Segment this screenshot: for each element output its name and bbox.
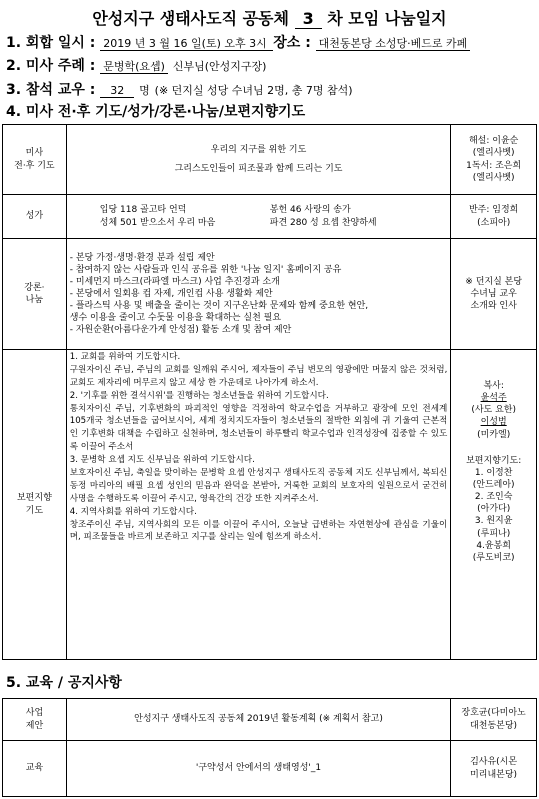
meeting-line: 1. 회합 일시 : 2019 년 3 월 16 일(토) 오후 3시 장소 : 대천동본당 소성당·베드로 카페 [6, 32, 470, 52]
prayer-readers: 해설: 이윤순 (엘리사벳) 1독서: 조은희 (엘리사벳) [451, 125, 537, 195]
sharing-item: - 자원순환(아름다운가게 안성점) 활동 소개 및 참여 제안 [69, 325, 292, 336]
sharing-note: ※ 던지실 본당 수녀님 교우 소개와 인사 [451, 239, 537, 350]
section-4-heading: 4. 미사 전·후 기도/성가/강론·나눔/보편지향기도 [6, 104, 306, 120]
intercessor: 2. 조인숙 [474, 492, 513, 503]
meeting-number: 3 [295, 9, 322, 29]
section-5-heading: 5. 교육 / 공지사항 [6, 675, 122, 691]
proposal-body: 안성지구 생태사도직 공동체 2019년 활동계획 (※ 계획서 참고) [66, 699, 450, 741]
sharing-item: - 플라스틱 사용 및 배출을 줄이는 것이 지구온난화 문제와 함께 중요한 현안, [69, 301, 369, 312]
education-head: 교육 [3, 741, 67, 797]
server-name: 윤석주 [480, 393, 507, 404]
intercessor: 4.윤봉희 [476, 540, 511, 551]
mass-line: 2. 미사 주례 : 문병학(요셉) 신부님(안성지구장) [6, 58, 267, 74]
meeting-place: 대천동본당 소성당·베드로 카페 [316, 37, 471, 51]
education-lecturer: 김사유(시몬 미리내본당) [451, 741, 537, 797]
intercessor: 3. 원지윤 [474, 516, 513, 527]
proposal-presenter: 장호균(다미아노 대천동본당) [451, 699, 537, 741]
sharing-item: 생수 이용을 줄이고 수돗물 이용을 확대하는 실천 필요 [69, 313, 282, 324]
accompanist: 반주: 임정희 (소피아) [451, 195, 537, 239]
sharing-item: - 미세먼지 마스크(라파엘 마스크) 사업 추진경과 소개 [69, 276, 280, 287]
intercessor: 1. 이정찬 [474, 467, 513, 478]
universal-prayers: 1. 교회를 위하여 기도합시다. 구원자이신 주님, 주님의 교회를 일깨워 주시어, 제자들이 주님 변모의 영광에만 머물지 않은 것처럼, 교회도 제자리에 머무르지 않고 세상 한 가운데로 나아가게 하소서. 2. '기후를 위한 결석시위'를 진행하는 청소년들을 위하여 기도합시다. 통치자이신 주님, 기후변화의 파괴적인 영향을 걱정하여 학교수업을 거부하고 광장에 모인 전세계 105개국 청소년들을 굽어보시어, 세계 정치지도자들이 청소년들의 절박한 외침에 귀 기울여 근본적인 기후변화 대책을 수립하고 실천하며, 청소년들이 하루빨리 학교수업과 인격성장에 집중할 수 있도록 이끌어 주소서 3. 문병학 요셉 지도 신부님을 위하여 기도합시다. 보호자이신 주님, 축일을 맞이하는 문병학 요셉 안성지구 생태사도직 공동체 지도 신부님께서, 복되신 동정 마리아의 배필 요셉 성인의 믿음과 완덕을 본받아, 거룩한 교회의 보호자의 일원으로서 굳건히 사명을 수행하도록 이끌어 주시고, 영육간의 건강 또한 지켜주소서. 4. 지역사회를 위하여 기도합시다. 창조주이신 주님, 지역사회의 모든 이를 이끌어 주시어, 오늘날 급변하는 자연현상에 관심을 기울이며, 피조물들을 바르게 보존하고 지구를 살리는 일에 힘쓰게 하소서. [66, 350, 451, 660]
page-title: 안성지구 생태사도직 공동체 3 차 모임 나눔일지 [92, 9, 447, 28]
server-name: 이성범 [480, 417, 507, 428]
hymn-head: 성가 [3, 195, 67, 239]
proposal-head: 사업 제안 [3, 699, 67, 741]
attendance-line: 3. 참석 교우 : 32 명 (※ 던지실 성당 수녀님 2명, 총 7명 참석) [6, 82, 353, 98]
mass-table: 미사 전·후 기도 우리의 지구를 위한 기도 그리스도인들이 피조물과 함께 드리는 기도 해설: 이윤순 (엘리사벳) 1독서: 조은희 (엘리사벳) 성가 입당 118 골고타 언덕 봉헌 46 사랑의 송가 성체 501 받으소서 우리 마음 파견 280 성 요셉 찬양하세 반주: 임정희 (소피아) 강론· 나눔 - 본당 가정·생명·환경 분과 설립 제안 - 참여하지 않는 사람들과 인식 공유를 위한 '나눔 일지' 홈페이지 공유 - 미세먼지 마스크(라파엘 마스크) 사업 추진경과 소개 - 본당에서 일회용 컵 자제, 개인컵 사용 생활화 제안 - 플라스틱 사용 및 배출을 줄이는 것이 지구온난화 문제와 함께 중요한 현안, 생수 이용을 줄이고 수돗물 이용을 확대하는 실천 필요 - 자원순환(아름다운가게 안성점) 활동 소개 및 참여 제안 ※ 던지실 본당 수녀님 교우 소개와 인사 보편지향 기도 1. 교회를 위하여 기도합시다. 구원자이신 주님, 주님의 교회를 일깨워 주시어, 제자들이 주님 변모의 영광에만 머물지 않은 것처럼, 교회도 제자리에 머무르지 않고 세상 한 가운데로 나아가게 하소서. 2. '기후를 위한 결석시위'를 진행하는 청소년들을 위하여 기도합시다. 통치자이신 주님, 기후변화의 파괴적인 영향을 걱정하여 학교수업을 거부하고 광장에 모인 전세계 105개국 청소년들을 굽어보시어, 세계 정치지도자들이 청소년들의 절박한 외침에 귀 기울여 근본적인 기후변화 대책을 수립하고 실천하며, 청소년들이 하루빨리 학교수업과 인격성장에 집중할 수 있도록 이끌어 주소서 3. 문병학 요셉 지도 신부님을 위하여 기도합시다. 보호자이신 주님, 축일을 맞이하는 문병학 요셉 안성지구 생태사도직 공동체 지도 신부님께서, 복되신 동정 마리아의 배필 요셉 성인의 믿음과 완덕을 본받아, 거룩한 교회의 보호자의 일원으로서 굳건히 사명을 수행하도록 이끌어 주시고, 영육간의 건강 또한 지켜주소서. 4. 지역사회를 위하여 기도합시다. 창조주이신 주님, 지역사회의 모든 이를 이끌어 주시어, 오늘날 급변하는 자연현상에 관심을 기울이며, 피조물들을 바르게 보존하고 지구를 살리는 일에 힘쓰게 하소서. 복사: 윤석주 (사도 요한) 이성범 (미카엘) 보편지향기도: 1. 이정찬 (안드레아) 2. 조인숙 (아가다) 3. 원지윤 (루피나) 4.윤봉희 (루도비코) [2, 124, 537, 660]
education-table [2, 698, 537, 797]
sharing-item: - 참여하지 않는 사람들과 인식 공유를 위한 '나눔 일지' 홈페이지 공유 [69, 264, 342, 275]
universal-head: 보편지향 기도 [3, 350, 67, 660]
prayer-head: 미사 전·후 기도 [3, 125, 67, 195]
education-body: '구약성서 안에서의 생태영성'_1 [66, 741, 450, 797]
sharing-item: - 본당에서 일회용 컵 자제, 개인컵 사용 생활화 제안 [69, 288, 273, 299]
sharing-head: 강론· 나눔 [3, 239, 67, 350]
sharing-item: - 본당 가정·생명·환경 분과 설립 제안 [69, 252, 215, 263]
